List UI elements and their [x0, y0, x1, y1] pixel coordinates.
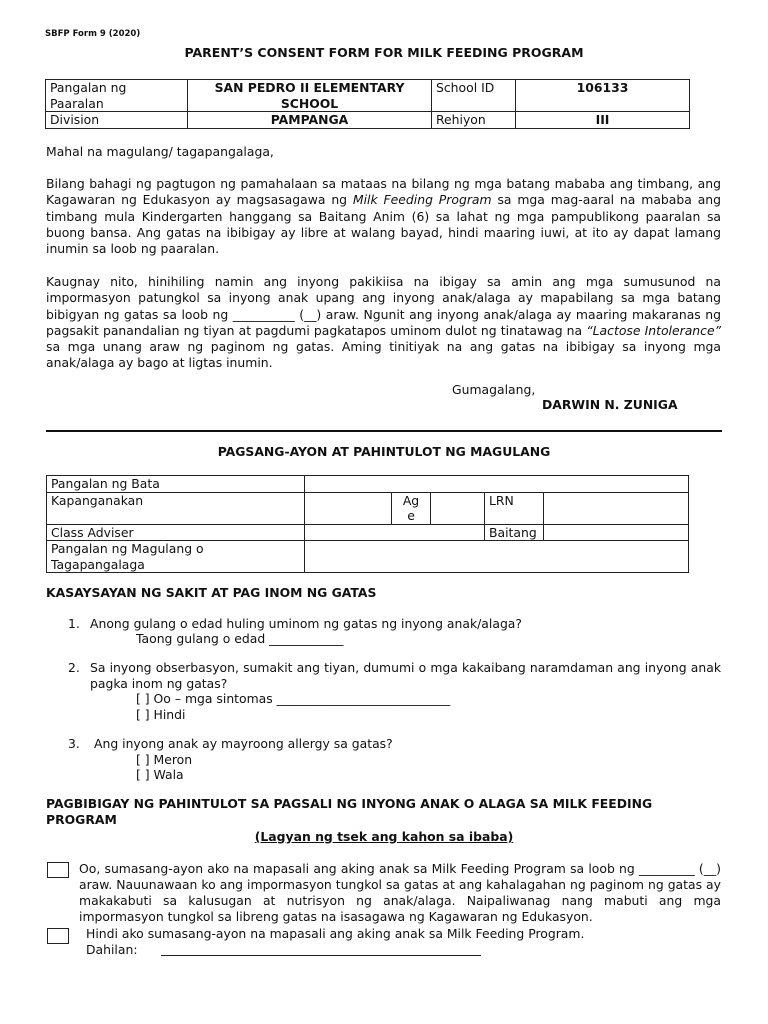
grade-label: Baitang [485, 524, 544, 541]
lactose-intolerance-emphasis: “Lactose Intolerance” [586, 322, 722, 338]
form-code: SBFP Form 9 (2020) [45, 29, 141, 39]
region-label: Rehiyon [432, 112, 516, 129]
parent-name-label: Pangalan ng Magulang o Tagapangalaga [47, 541, 305, 573]
child-info-table [46, 475, 689, 573]
school-id-value: 106133 [516, 80, 690, 112]
letter-paragraph-1: Bilang bahagi ng pagtugon ng pamahalaan sa mataas na bilang ng mga batang mababa ang timbang, ang Kagawaran ng Edukasyon ay magsasagawa ng Milk Feeding Program sa mga mag-aaral na mababa ang timbang mula Kindergarten hanggang sa Baitang Anim (6) sa lahat ng mga pampublikong paaralan sa buong bansa. Ang gatas na ibibigay ay libre at walang bayad, hindi maaring iuwi, at ito ay dapat lamang inumin sa loob ng paaralan. [46, 176, 722, 257]
school-info-table [45, 79, 690, 129]
question-3-number: 3. [68, 736, 80, 751]
grade-input[interactable] [544, 524, 689, 541]
parent-name-input[interactable] [305, 541, 689, 573]
question-1-text: Anong gulang o edad huling uminom ng gatas ng inyong anak/alaga? [90, 616, 522, 631]
adviser-input[interactable] [305, 524, 485, 541]
question-1-number: 1. [68, 616, 80, 631]
letter-greeting: Mahal na magulang/ tagapangalaga, [46, 144, 274, 159]
lrn-label: LRN [485, 492, 544, 524]
school-name-value [188, 80, 432, 112]
child-name-label: Pangalan ng Bata [47, 476, 305, 493]
consent-heading: PAGSANG-AYON AT PAHINTULOT NG MAGULANG [217, 444, 551, 459]
lrn-input[interactable] [544, 492, 689, 524]
division-value: PAMPANGA [188, 112, 432, 129]
program-name-emphasis: Milk Feeding Program [352, 192, 492, 208]
age-input[interactable] [431, 492, 485, 524]
consent-yes-checkbox[interactable] [47, 862, 69, 878]
adviser-label: Class Adviser [47, 524, 305, 541]
consent-no-text: Hindi ako sumasang-ayon na mapasali ang aking anak sa Milk Feeding Program. [86, 926, 585, 941]
question-2-option-no[interactable]: [ ] Hindi [136, 707, 186, 722]
letter-signatory: DARWIN N. ZUNIGA [542, 397, 678, 412]
question-2-option-yes[interactable]: [ ] Oo – mga sintomas ____________________________ [136, 691, 451, 706]
question-3-option-yes[interactable]: [ ] Meron [136, 752, 193, 767]
question-2-number: 2. [68, 660, 80, 675]
question-1-answer[interactable]: Taong gulang o edad ____________ [136, 631, 344, 646]
letter-paragraph-2: Kaugnay nito, hinihiling namin ang inyong pakikiisa na ibigay sa amin ang mga sumusunod na impormasyon patungkol sa inyong anak upang ang inyong anak/alaga ay mapabilang sa mga batang bibigyan ng gatas sa loob ng __________ (__) araw. Ngunit ang inyong anak/alaga ay maaring makaranas ng pagsakit panandalian ng tiyan at pagdumi pagkatapos uminom dulot ng tinatawag na “Lactose Intolerance” sa mga unang araw ng paginom ng gatas. Aming tinitiyak na ang gatas na ibibigay sa inyong mga anak/alaga ay bago at ligtas inumin. [46, 274, 722, 371]
age-label: Ag e [392, 492, 431, 524]
region-value: III [516, 112, 690, 129]
question-3-text: Ang inyong anak ay mayroong allergy sa gatas? [94, 736, 393, 751]
child-name-input[interactable] [305, 476, 689, 493]
school-name-line-2: SCHOOL [280, 95, 339, 111]
letter-closing: Gumagalang, [452, 382, 536, 397]
permission-heading: PAGBIBIGAY NG PAHINTULOT SA PAGSALI NG INYONG ANAK O ALAGA SA MILK FEEDING PROGRAM [46, 796, 653, 827]
question-2-text: Sa inyong obserbasyon, sumakit ang tiyan, dumumi o mga kakaibang naramdaman ang inyong anak pagka inom ng gatas? [90, 660, 721, 691]
permission-instruction: (Lagyan ng tsek ang kahon sa ibaba) [254, 829, 514, 844]
consent-no-checkbox[interactable] [47, 928, 69, 944]
consent-yes-text: Oo, sumasang-ayon ako na mapasali ang aking anak sa Milk Feeding Program sa loob ng _________ (__) araw. Nauunawaan ko ang impormasyon tungkol sa gatas at ang kahalagahan ng paginom ng gatas ay makakabuti sa kalusugan at nutrisyon ng anak/alaga. Naipaliwanag nang mabuti ang mga impormasyon tungkol sa libreng gatas na isasagawa ng Kagawaran ng Edukasyon. [79, 861, 721, 924]
section-divider [46, 430, 722, 432]
school-name-label: Pangalan ng Paaralan [46, 80, 188, 112]
reason-label: Dahilan: [86, 942, 138, 957]
division-label: Division [46, 112, 188, 129]
school-id-label: School ID [432, 80, 516, 112]
form-title: PARENT’S CONSENT FORM FOR MILK FEEDING PROGRAM [184, 45, 584, 60]
reason-input-line[interactable] [161, 955, 481, 956]
history-heading: KASAYSAYAN NG SAKIT AT PAG INOM NG GATAS [46, 585, 377, 600]
school-name-line-1: SAN PEDRO II ELEMENTARY [214, 80, 405, 95]
question-3-option-no[interactable]: [ ] Wala [136, 767, 184, 782]
birth-label: Kapanganakan [47, 492, 305, 524]
birth-input[interactable] [305, 492, 392, 524]
